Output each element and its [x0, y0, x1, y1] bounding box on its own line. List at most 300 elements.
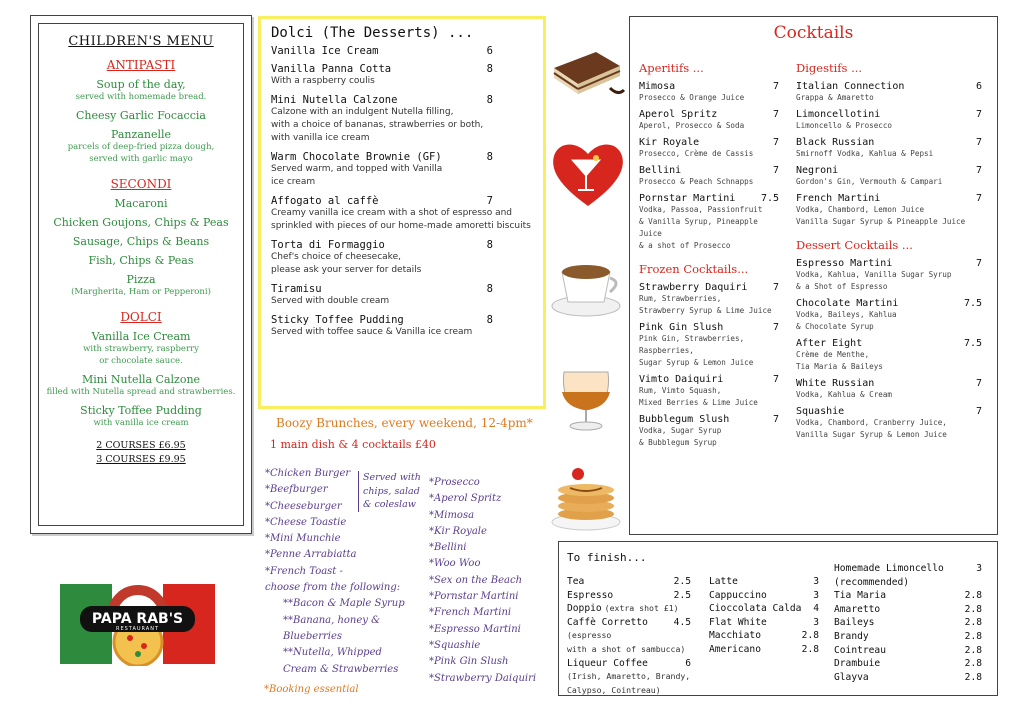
finish-item: [709, 643, 819, 657]
kids-menu-item-desc: (Margherita, Ham or Pepperoni): [71, 287, 211, 297]
desserts-title: Dolci (The Desserts) ...: [271, 25, 474, 41]
dolci-heading: DOLCI: [120, 310, 162, 324]
finish-item: [834, 671, 982, 685]
cocktail-item: [639, 109, 779, 132]
finish-item-name: [834, 644, 886, 658]
cocktail-desc: Vodka, Kahlua & Cream: [796, 390, 893, 399]
dessert-price: 8: [486, 63, 493, 75]
dessert-desc: sprinkled with pieces of our home-made amoretti biscuits: [271, 221, 531, 231]
childrens-menu-title: CHILDREN'S MENU: [68, 34, 214, 49]
cocktail-name: Chocolate Martini: [796, 298, 899, 309]
desserts-menu: [258, 16, 546, 409]
brunch-cocktail-item: *Prosecco: [429, 477, 480, 488]
dessert-name-row: [271, 283, 533, 295]
digestifs-heading: Digestifs ...: [796, 61, 863, 75]
finish-item-price: 3: [813, 589, 819, 601]
cocktail-desc: & a Shot of Espresso: [796, 282, 888, 291]
dessert-name-row: [271, 195, 533, 207]
dessert-cocktails-list: [796, 258, 982, 441]
cocktail-price: 7: [975, 165, 982, 176]
finish-item: [709, 616, 819, 630]
dessert-desc: Served with toffee sauce & Vanilla ice cream: [271, 327, 473, 337]
cocktail-item: [639, 414, 779, 449]
cocktail-item: [639, 165, 779, 188]
finish-item-name: [567, 602, 679, 616]
to-finish-title: To finish...: [567, 551, 647, 564]
finish-item: [834, 576, 982, 590]
three-courses-price: 3 COURSES £9.95: [96, 454, 186, 465]
cocktail-item: [796, 406, 982, 441]
cocktail-name: Strawberry Daquiri: [639, 282, 748, 293]
brunch-cocktail-item: *Aperol Spritz: [429, 493, 502, 505]
kids-menu-item: Pizza: [126, 273, 156, 286]
cocktail-desc: Prosecco & Peach Schnapps: [639, 177, 754, 186]
finish-item: [567, 616, 691, 630]
cocktail-desc: Gordon's Gin, Vermouth & Campari: [796, 177, 943, 186]
dessert-price: 8: [486, 239, 493, 251]
served-with-line: Served with: [363, 472, 421, 483]
dessert-name: Tiramisu: [271, 283, 322, 295]
cocktail-item: [796, 338, 982, 373]
cocktail-name-row: [796, 193, 982, 204]
finish-item-label: Doppio: [567, 603, 602, 615]
brunch-main-item: *Chicken Burger: [265, 468, 351, 479]
finish-item-label: (espresso: [567, 630, 612, 641]
brunch-cocktail-item: *Espresso Martini: [429, 623, 521, 635]
finish-item-label: Cioccolata Calda: [709, 603, 802, 615]
digestifs-list: [796, 81, 982, 228]
dessert-price: 8: [486, 314, 493, 326]
dessert-desc: Calzone with an indulgent Nutella filling,: [271, 107, 454, 117]
cocktail-name-row: [796, 338, 982, 349]
cocktails-right-column: [796, 55, 982, 446]
cocktail-name-row: [796, 378, 982, 389]
dessert-item: [271, 314, 533, 339]
served-with-note: [358, 471, 421, 512]
brunch-main-item: *French Toast -: [265, 565, 343, 577]
booking-note: *Booking essential: [264, 684, 359, 695]
dessert-desc: with a choice of bananas, strawberries or both,: [271, 120, 484, 130]
cocktail-desc: Grappa & Amaretto: [796, 93, 874, 102]
kids-menu-item: Cheesy Garlic Focaccia: [76, 109, 206, 122]
desserts-list: [261, 45, 543, 339]
dessert-item: [271, 195, 533, 233]
kids-menu-item-desc: filled with Nutella spread and strawberries.: [46, 387, 236, 397]
finish-item: [567, 629, 691, 643]
kids-menu-item-desc: parcels of deep-fried pizza dough,: [67, 142, 215, 152]
cocktail-name-row: [796, 137, 982, 148]
boozy-brunch-offer: 1 main dish & 4 cocktails £40: [270, 438, 436, 451]
finish-item-price: 2.8: [964, 644, 982, 656]
aperitifs-list: [639, 81, 779, 252]
cocktails-left-column: [639, 55, 779, 454]
cocktail-desc: Vodka, Kahlua, Vanilla Sugar Syrup: [796, 270, 952, 279]
brunch-cocktail-item: *Woo Woo: [429, 558, 481, 570]
cocktail-item: [796, 81, 982, 104]
brunch-main-item: Cream & Strawberries: [283, 663, 399, 675]
dessert-name-row: [271, 94, 533, 106]
cocktail-name-row: [796, 298, 982, 309]
finish-item-label: Homemade Limoncello: [834, 563, 944, 574]
cocktail-item: [639, 374, 779, 409]
cocktail-name: Vimto Daiquiri: [639, 374, 724, 385]
brunch-main-item: **Nutella, Whipped: [283, 647, 382, 659]
frozen-cocktails-heading: Frozen Cocktails...: [639, 262, 749, 276]
finish-item-label: Amaretto: [834, 603, 881, 615]
childrens-menu: [30, 15, 252, 534]
finish-item: [567, 657, 691, 671]
antipasti-heading: ANTIPASTI: [106, 58, 176, 72]
secondi-heading: SECONDI: [110, 177, 172, 191]
dessert-name-row: [271, 151, 533, 163]
cocktail-name: Pornstar Martini: [639, 193, 736, 204]
finish-item: [834, 562, 982, 576]
dessert-name: Vanilla Ice Cream: [271, 45, 379, 57]
cocktail-name-row: [796, 258, 982, 269]
finish-item-label: Cappuccino: [709, 589, 767, 601]
dessert-name: Vanilla Panna Cotta: [271, 63, 392, 75]
finish-item-label: Macchiato: [709, 630, 761, 642]
brunch-main-item: Blueberries: [283, 630, 343, 642]
cocktail-desc: Aperol, Prosecco & Soda: [639, 121, 745, 130]
cocktail-desc: Rum, Strawberries,: [639, 294, 722, 303]
cocktails-title: Cocktails: [773, 23, 854, 43]
hot-drinks-column: [567, 575, 691, 697]
cocktail-desc: Pink Gin, Strawberries, Raspberries,: [639, 334, 745, 355]
cocktail-price: 7: [975, 406, 982, 417]
cocktail-desc: Rum, Vimto Squash,: [639, 386, 722, 395]
finish-item: [567, 575, 691, 589]
dolci-list: [39, 330, 243, 429]
cocktail-desc: & Vanilla Syrup, Pineapple Juice: [639, 217, 758, 238]
finish-item-name: [709, 589, 767, 603]
cocktail-desc: Vodka, Chambord, Lemon Juice: [796, 205, 925, 214]
pancakes-icon: [548, 464, 626, 532]
finish-item-label: Baileys: [834, 617, 875, 629]
finish-item-price: 4: [813, 603, 819, 615]
cocktail-desc: Tia Maria & Baileys: [796, 362, 883, 371]
brunch-cocktail-item: *Pornstar Martini: [429, 591, 519, 603]
finish-item-label: (Irish, Amaretto, Brandy,: [567, 671, 691, 682]
dessert-item: [271, 283, 533, 308]
finish-item-label: Calypso, Cointreau): [567, 684, 661, 695]
brunch-main-item: **Bacon & Maple Syrup: [283, 598, 405, 610]
cocktail-item: [796, 298, 982, 333]
brunch-main-item: *Penne Arrabiatta: [265, 549, 357, 561]
finish-item-name: [709, 616, 767, 630]
cocktail-name-row: [796, 406, 982, 417]
finish-item-name: [709, 602, 801, 616]
dessert-cocktails-heading: Dessert Cocktails ...: [796, 238, 913, 252]
brunch-cocktail-item: *Pink Gin Slush: [429, 656, 509, 668]
course-prices: [39, 439, 243, 467]
finish-item-name: [709, 643, 761, 657]
dessert-item: [271, 94, 533, 145]
cocktail-desc: Limoncello & Prosecco: [796, 121, 893, 130]
brunch-main-item: *Mini Munchie: [265, 533, 341, 545]
cocktail-desc: & Chocolate Syrup: [796, 322, 874, 331]
finish-item-label: Tia Maria: [834, 590, 886, 602]
brunch-main-item: *Beefburger: [265, 484, 328, 496]
finish-item-name: [567, 575, 584, 589]
brunch-main-item: choose from the following:: [265, 582, 401, 594]
finish-item: [567, 684, 691, 698]
cocktail-name: Aperol Spritz: [639, 109, 718, 120]
dessert-name: Sticky Toffee Pudding: [271, 314, 404, 326]
cocktail-name-row: [639, 414, 779, 425]
dessert-desc: ice cream: [271, 177, 316, 187]
finish-item-price: 2.8: [801, 643, 819, 655]
brandy-glass-icon: [548, 362, 626, 434]
finish-item: [709, 575, 819, 589]
dessert-price: 8: [486, 151, 493, 163]
finish-item-name: [567, 616, 648, 630]
frozen-cocktails-list: [639, 282, 779, 449]
cocktail-name: Black Russian: [796, 137, 875, 148]
cocktail-price: 7: [772, 81, 779, 92]
two-courses-price: 2 COURSES £6.95: [96, 440, 186, 451]
cocktail-item: [796, 258, 982, 293]
finish-item-price: 2.8: [964, 590, 982, 602]
coffee-cup-icon: [548, 248, 626, 320]
dessert-item: [271, 239, 533, 277]
cocktail-desc: Strawberry Syrup & Lime Juice: [639, 306, 772, 315]
dessert-desc: Served warm, and topped with Vanilla: [271, 164, 443, 174]
finish-item: [567, 589, 691, 603]
cocktail-desc: Crème de Menthe,: [796, 350, 870, 359]
finish-item: [834, 616, 982, 630]
dessert-desc: With a raspberry coulis: [271, 76, 375, 86]
finish-item-price: 4.5: [673, 616, 691, 628]
finish-item-label: Flat White: [709, 616, 767, 628]
finish-item-price: 2.8: [964, 658, 982, 670]
finish-item-name: [834, 562, 944, 576]
finish-item-name: [567, 657, 648, 671]
cocktail-desc: Vanilla Sugar Syrup & Lemon Juice: [796, 430, 947, 439]
cocktail-desc: & Bubblegum Syrup: [639, 438, 717, 447]
antipasti-list: [39, 78, 243, 165]
cocktail-name: Bubblegum Slush: [639, 414, 730, 425]
dessert-name-row: [271, 63, 533, 75]
cocktail-name: Bellini: [639, 165, 682, 176]
cocktail-item: [796, 109, 982, 132]
finish-item-name: [709, 575, 738, 589]
aperitifs-heading: Aperitifs ...: [639, 61, 704, 75]
dessert-name: Mini Nutella Calzone: [271, 94, 398, 106]
kids-menu-item: Sticky Toffee Pudding: [80, 404, 202, 417]
finish-item-label: Brandy: [834, 630, 869, 642]
dessert-price: 8: [486, 283, 493, 295]
finish-item-label: Cointreau: [834, 644, 886, 656]
finish-item-name: [834, 671, 869, 685]
finish-item-price: 2.8: [964, 603, 982, 615]
finish-item-name: [834, 589, 886, 603]
cocktail-name-row: [639, 193, 779, 204]
cocktail-desc: Sugar Syrup & Lemon Juice: [639, 358, 754, 367]
brunch-cocktail-item: *French Martini: [429, 607, 512, 619]
finish-item-label: with a shot of sambucca): [567, 643, 686, 654]
cocktail-name: Limoncellotini: [796, 109, 881, 120]
finish-item-price: 6: [685, 657, 691, 669]
brunch-main-item: *Cheese Toastie: [265, 516, 347, 528]
finish-item: [834, 603, 982, 617]
cocktail-price: 7: [772, 109, 779, 120]
heart-cocktail-icon: [548, 130, 626, 212]
kids-menu-item: Chicken Goujons, Chips & Peas: [53, 216, 229, 229]
cocktail-desc: & a shot of Prosecco: [639, 241, 731, 250]
cocktail-name-row: [796, 109, 982, 120]
cocktail-price: 7: [772, 165, 779, 176]
cocktail-item: [796, 378, 982, 401]
cocktail-price: 7: [772, 414, 779, 425]
finish-item-label: Americano: [709, 643, 761, 655]
finish-item-name: [567, 684, 661, 698]
brunch-cocktail-item: *Bellini: [429, 542, 467, 554]
cocktail-name: White Russian: [796, 378, 875, 389]
dessert-desc: Creamy vanilla ice cream with a shot of espresso and: [271, 208, 513, 218]
dessert-price: 7: [486, 195, 493, 207]
childrens-menu-inner: [38, 23, 244, 526]
finish-item-price: 3: [813, 616, 819, 628]
finish-item-price: 2.5: [673, 576, 691, 587]
cocktail-desc: Vodka, Sugar Syrup: [639, 426, 722, 435]
served-with-line: chips, salad: [363, 485, 420, 497]
kids-menu-item-desc: served with homemade bread.: [75, 92, 207, 102]
cocktail-desc: Smirnoff Vodka, Kahlua & Pepsi: [796, 149, 934, 158]
cocktail-desc: Vodka, Passoa, Passionfruit: [639, 205, 763, 214]
cocktail-name-row: [639, 109, 779, 120]
cocktail-name: Squashie: [796, 406, 845, 417]
cocktail-name-row: [796, 81, 982, 92]
brunch-cocktail-item: *Mimosa: [429, 509, 475, 521]
finish-item-note: (extra shot £1): [604, 603, 679, 614]
kids-menu-item: Macaroni: [114, 197, 168, 210]
logo-subtitle: RESTAURANT: [115, 626, 160, 632]
cocktail-name: Espresso Martini: [796, 258, 893, 269]
brunch-cocktail-item: *Squashie: [429, 639, 481, 651]
dessert-desc: Served with double cream: [271, 296, 390, 306]
cocktail-item: [639, 137, 779, 160]
finish-item: [567, 670, 691, 684]
cocktail-price: 7: [772, 282, 779, 293]
kids-menu-item-desc: with strawberry, raspberry: [83, 344, 199, 354]
dessert-item: [271, 63, 533, 88]
kids-menu-item: Panzanelle: [110, 128, 172, 141]
kids-menu-item: Soup of the day,: [96, 78, 186, 91]
cocktail-price: 7: [975, 109, 982, 120]
cocktail-price: 6: [975, 81, 982, 92]
finish-item-price: 2.8: [801, 630, 819, 642]
brunch-main-item: **Banana, honey &: [283, 614, 381, 626]
finish-item-label: Latte: [709, 576, 738, 587]
dessert-desc: please ask your server for details: [271, 265, 422, 275]
cocktail-price: 7: [975, 137, 982, 148]
finish-item-label: Espresso: [567, 589, 614, 601]
cocktail-name: Kir Royale: [639, 137, 700, 148]
finish-item-name: [834, 657, 880, 671]
kids-menu-item: Sausage, Chips & Beans: [72, 235, 210, 248]
cocktail-item: [796, 193, 982, 228]
brunch-main-item: *Cheeseburger: [265, 500, 342, 512]
finish-item-name: [834, 630, 869, 644]
dessert-name: Affogato al caffè: [271, 195, 379, 207]
brunch-cocktails-list: [429, 475, 536, 687]
cocktail-desc: Prosecco & Orange Juice: [639, 93, 745, 102]
finish-item: [834, 589, 982, 603]
cocktail-price: 7: [975, 193, 982, 204]
cocktail-price: 7.5: [963, 338, 982, 349]
kids-menu-item: Fish, Chips & Peas: [88, 254, 194, 267]
finish-item-name: [567, 629, 611, 643]
finish-item: [834, 644, 982, 658]
coffee-column: [709, 575, 819, 657]
cocktail-price: 7.5: [760, 193, 779, 204]
finish-item: [567, 643, 691, 657]
cocktail-item: [639, 193, 779, 252]
kids-menu-item-desc: or chocolate sauce.: [99, 356, 183, 366]
boozy-brunch-title: Boozy Brunches, every weekend, 12-4pm*: [276, 416, 533, 430]
papa-rabs-logo: [60, 572, 215, 666]
cocktails-menu: [629, 16, 998, 535]
served-with-line: & coleslaw: [363, 499, 416, 510]
logo-name: PAPA RAB'S: [91, 611, 184, 627]
cocktail-name: French Martini: [796, 193, 881, 204]
cocktail-price: 7: [975, 258, 982, 269]
finish-item-price: 2.8: [964, 671, 982, 683]
cocktail-name-row: [639, 282, 779, 293]
cocktail-price: 7: [975, 378, 982, 389]
cocktail-name: Negroni: [796, 165, 839, 176]
finish-item-label: Caffè Corretto: [567, 616, 648, 628]
dessert-price: 6: [486, 45, 493, 57]
finish-item: [567, 602, 691, 616]
finish-item-label: Drambuie: [834, 658, 881, 670]
tiramisu-icon: [548, 38, 626, 100]
finish-item-price: 3: [813, 576, 819, 587]
finish-item-name: [567, 670, 690, 684]
finish-item-name: [834, 616, 874, 630]
dessert-name: Warm Chocolate Brownie (GF): [271, 151, 442, 163]
cocktail-price: 7: [772, 374, 779, 385]
cocktail-item: [796, 137, 982, 160]
cocktail-name-row: [639, 81, 779, 92]
cocktail-desc: Mixed Berries & Lime Juice: [639, 398, 758, 407]
cocktail-desc: Prosecco, Crème de Cassis: [639, 149, 754, 158]
finish-item-name: [709, 629, 761, 643]
brunch-cocktail-item: *Strawberry Daiquiri: [429, 672, 537, 684]
finish-item: [834, 630, 982, 644]
finish-item-price: 2.5: [673, 589, 691, 601]
finish-item: [709, 602, 819, 616]
finish-item-name: [834, 576, 909, 590]
finish-item-price: 2.8: [964, 630, 982, 642]
finish-item-label: Liqueur Coffee: [567, 657, 648, 669]
cocktail-name-row: [639, 374, 779, 385]
finish-item: [709, 589, 819, 603]
cocktail-name-row: [639, 165, 779, 176]
dessert-item: [271, 45, 533, 57]
finish-item: [834, 657, 982, 671]
kids-menu-item-desc: served with garlic mayo: [89, 154, 193, 164]
cocktail-item: [639, 322, 779, 369]
boozy-brunch: [262, 416, 547, 706]
finish-item-price: 2.8: [964, 617, 982, 629]
cocktail-price: 7: [772, 137, 779, 148]
finish-item-label: Tea: [567, 576, 585, 587]
finish-item-name: [834, 603, 880, 617]
secondi-list: [39, 197, 243, 298]
cocktail-item: [639, 282, 779, 317]
